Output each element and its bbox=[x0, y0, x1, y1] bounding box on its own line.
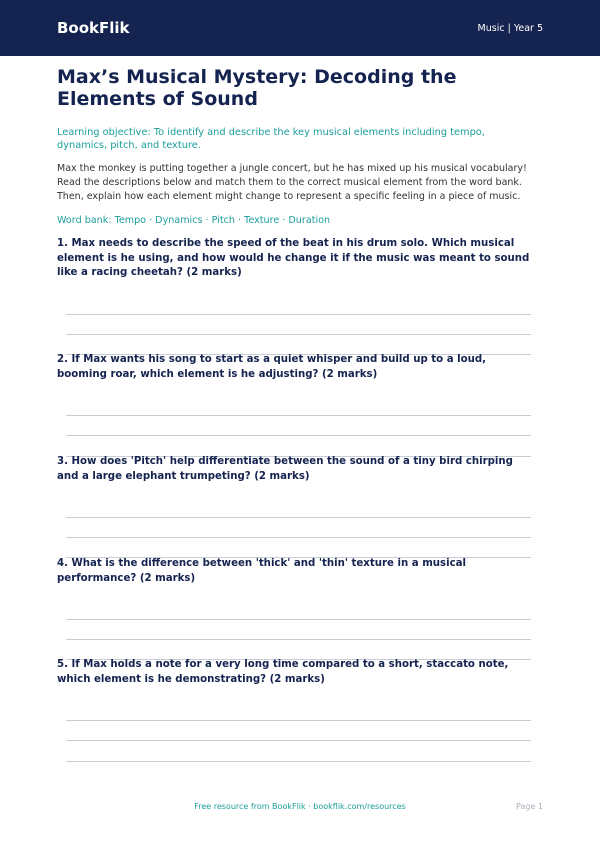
answer-line[interactable] bbox=[66, 517, 531, 518]
worksheet-intro bbox=[57, 66, 533, 227]
page-header bbox=[0, 0, 600, 56]
answer-line[interactable] bbox=[66, 334, 531, 335]
learning-objective: Learning objective: To identify and describe the key musical elements including tempo, dynamics, pitch, and texture. bbox=[57, 127, 485, 151]
question-4: 4. What is the difference between 'thick' and 'thin' texture in a musical performance? (2 marks) bbox=[57, 558, 467, 584]
answer-line[interactable] bbox=[66, 435, 531, 436]
question-2: 2. If Max wants his song to start as a quiet whisper and build up to a loud, booming roar, which element is he adjusting? (2 marks) bbox=[57, 354, 487, 380]
question-3: 3. How does 'Pitch' help differentiate between the sound of a tiny bird chirping and a large elephant trumpeting? (2 marks) bbox=[57, 456, 513, 482]
answer-line[interactable] bbox=[66, 740, 531, 741]
subject-label: Music | Year 5 bbox=[477, 22, 543, 34]
answer-line[interactable] bbox=[66, 619, 531, 620]
answer-line[interactable] bbox=[66, 639, 531, 640]
question-5: 5. If Max holds a note for a very long time compared to a short, staccato note, which element is he demonstrating? (2 marks) bbox=[57, 659, 509, 685]
answer-line[interactable] bbox=[66, 415, 531, 416]
footer-resource-link[interactable]: Free resource from BookFlik · bookflik.com/resources bbox=[194, 802, 406, 811]
word-bank: Word bank: Tempo · Dynamics · Pitch · Texture · Duration bbox=[57, 215, 331, 226]
answer-line[interactable] bbox=[66, 761, 531, 762]
page-title: Max’s Musical Mystery: Decoding the Elements of Sound bbox=[57, 66, 457, 110]
answer-line[interactable] bbox=[66, 314, 531, 315]
answer-line[interactable] bbox=[66, 720, 531, 721]
intro-text: Max the monkey is putting together a jungle concert, but he has mixed up his musical vocabulary! Read the descriptions below and match them to the correct musical element from the word bank. Then, explain how each element might change to represent a specific feeling in a piece of music. bbox=[57, 163, 527, 202]
brand-logo: BookFlik bbox=[57, 19, 130, 37]
question-1: 1. Max needs to describe the speed of the beat in his drum solo. Which musical element is he using, and how would he change it if the music was meant to sound like a racing cheetah? (2 marks) bbox=[57, 238, 530, 278]
page-number: Page 1 bbox=[516, 802, 543, 811]
answer-line[interactable] bbox=[66, 537, 531, 538]
